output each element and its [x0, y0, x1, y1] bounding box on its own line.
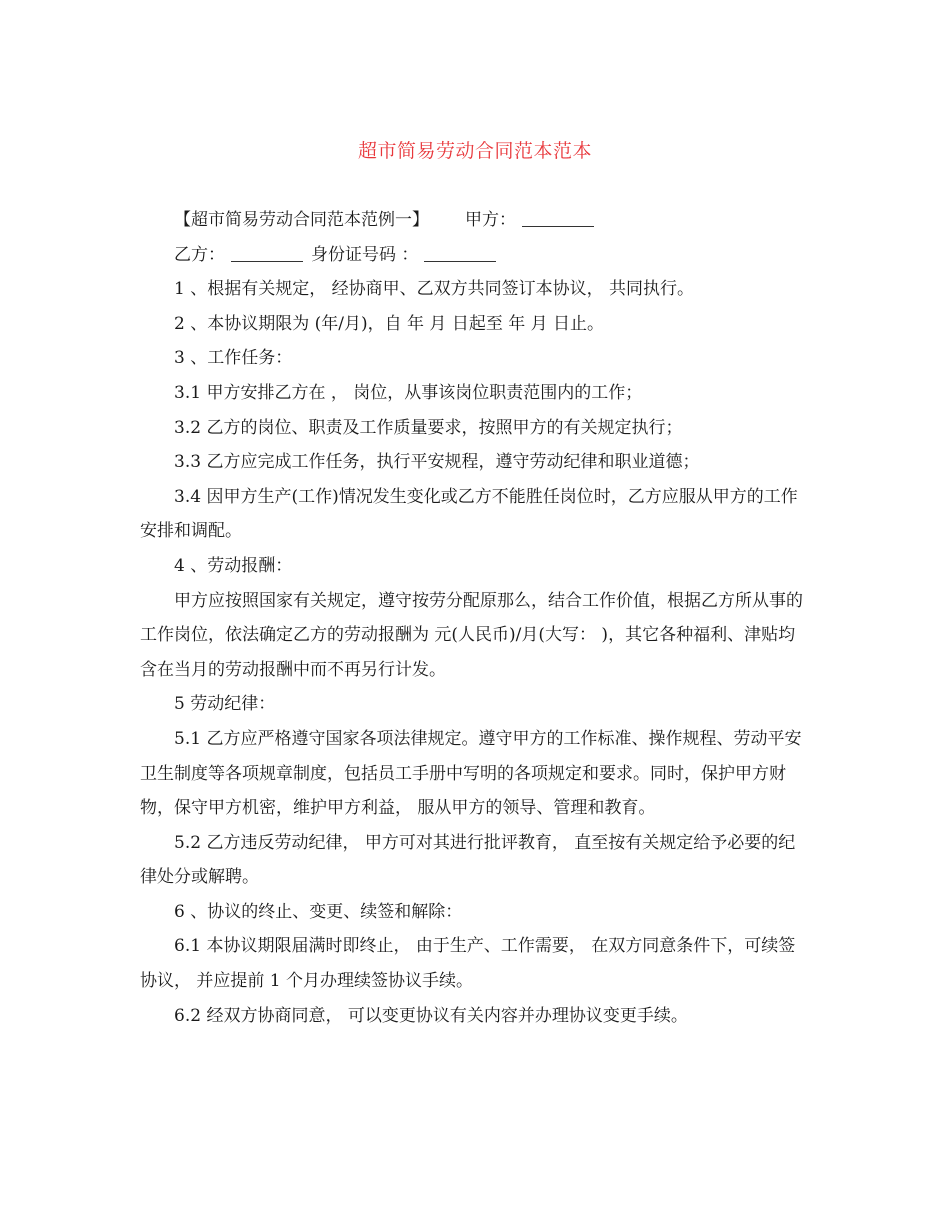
- party-a-label: 甲方：: [465, 210, 516, 230]
- party-b-label: 乙方：: [174, 244, 225, 265]
- paragraph: 6 、协议的终止、变更、续签和解除：: [174, 901, 463, 922]
- paragraph: 3 、工作任务：: [174, 348, 293, 369]
- document-body: [140, 203, 812, 1033]
- header-line-1: [140, 203, 812, 238]
- paragraph: 4 、劳动报酬：: [174, 555, 293, 576]
- paragraph: 3.3 乙方应完成工作任务，执行平安规程，遵守劳动纪律和职业道德；: [174, 452, 700, 473]
- paragraph: 2 、本协议期限为 (年/月)，自 年 月 日起至 年 月 日止。: [174, 313, 605, 334]
- paragraph: 5.2 乙方违反劳动纪律， 甲方可对其进行批评教育， 直至按有关规定给予必要的纪律处分或解聘。: [140, 832, 796, 888]
- id-blank: [424, 243, 496, 262]
- party-a-blank: [522, 208, 594, 227]
- paragraph: 1 、根据有关规定， 经协商甲、乙双方共同签订本协议， 共同执行。: [174, 279, 695, 300]
- paragraph: 3.1 甲方安排乙方在 ， 岗位，从事该岗位职责范围内的工作；: [174, 382, 643, 403]
- paragraph: 6.2 经双方协商同意， 可以变更协议有关内容并办理协议变更手续。: [174, 1005, 688, 1026]
- paragraph: 6.1 本协议期限届满时即终止， 由于生产、工作需要， 在双方同意条件下，可续签协议， 并应提前 1 个月办理续签协议手续。: [140, 936, 796, 992]
- paragraph: 甲方应按照国家有关规定，遵守按劳分配原那么，结合工作价值，根据乙方所从事的工作岗位，依法确定乙方的劳动报酬为 元(人民币)/月(大写： )，其它各种福利、津贴均含在当月的劳动报酬中而不再另行计发。: [140, 590, 803, 680]
- paragraph: 5 劳动纪律：: [174, 694, 276, 715]
- paragraph: 3.2 乙方的岗位、职责及工作质量要求，按照甲方的有关规定执行；: [174, 417, 683, 438]
- example-label: 【超市简易劳动合同范本范例一】: [174, 210, 429, 230]
- paragraph: 3.4 因甲方生产(工作)情况发生变化或乙方不能胜任岗位时，乙方应服从甲方的工作安排和调配。: [140, 486, 798, 542]
- document-title: 超市简易劳动合同范本范本: [357, 140, 592, 162]
- id-label: 身份证号码 ：: [311, 244, 419, 265]
- party-b-blank: [231, 243, 303, 262]
- paragraph: 5.1 乙方应严格遵守国家各项法律规定。遵守甲方的工作标准、操作规程、劳动平安卫生制度等各项规章制度，包括员工手册中写明的各项规定和要求。同时，保护甲方财物，保守甲方机密，维护甲方利益， 服从甲方的领导、管理和教育。: [140, 728, 802, 819]
- header-line-2: [140, 238, 812, 273]
